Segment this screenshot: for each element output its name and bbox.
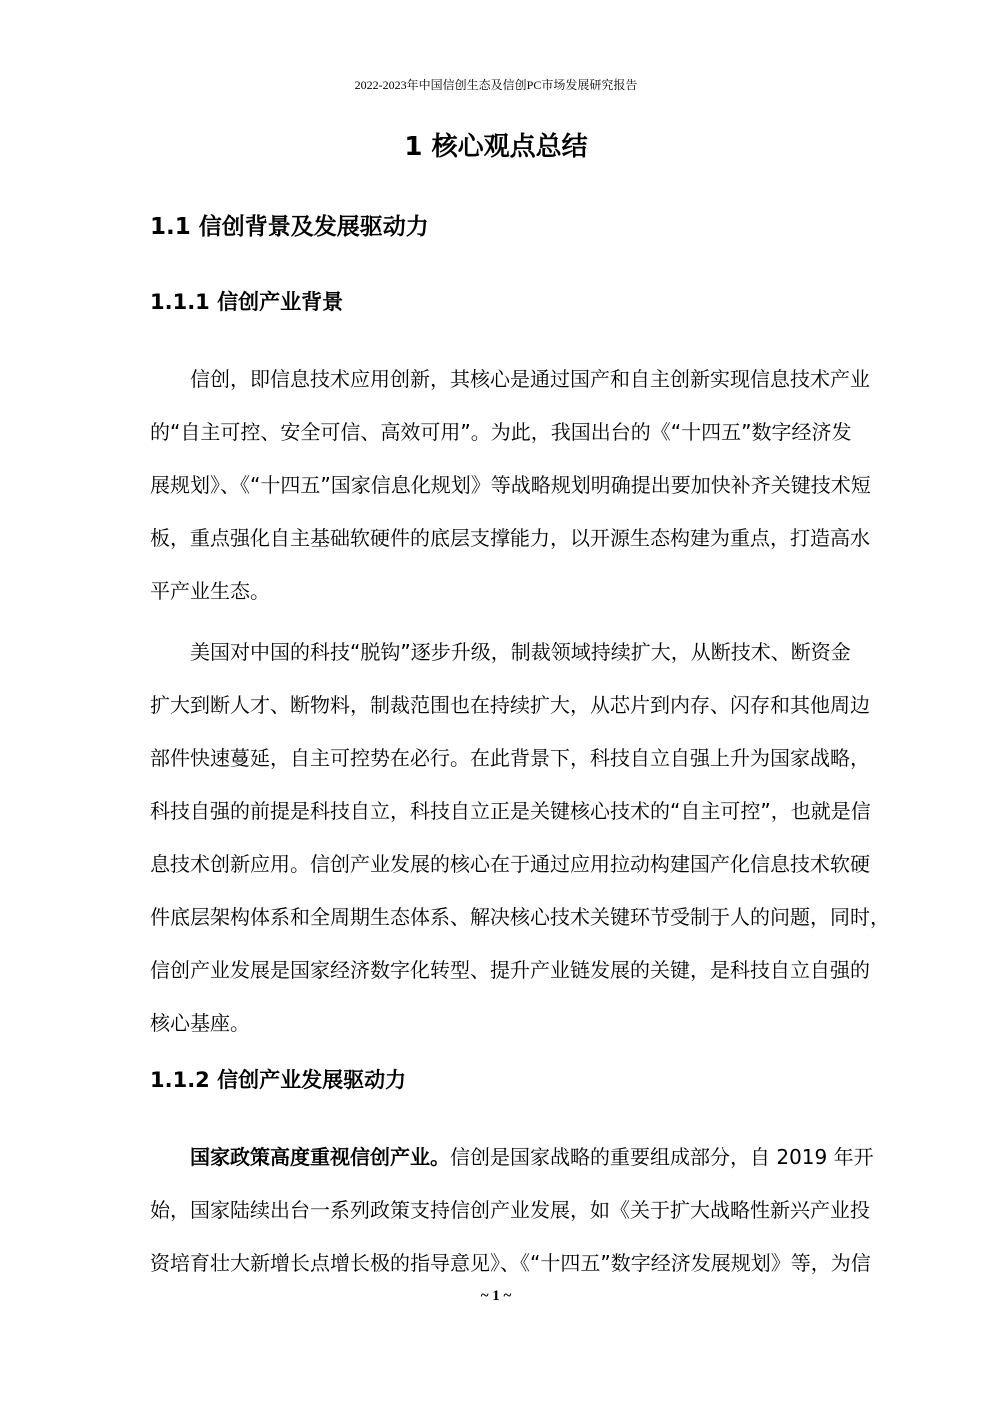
text-line: 资培育壮大新增长点增长极的指导意见》、《“十四五”数字经济发展规划》等，为信 [150, 1251, 871, 1275]
text-line: 信创产业发展是国家经济数字化转型、提升产业链发展的关键，是科技自立自强的 [150, 958, 870, 982]
text-line: 科技自强的前提是科技自立，科技自立正是关键核心技术的“自主可控”，也就是信 [150, 799, 871, 823]
paragraph-xinchuang-definition [150, 353, 871, 618]
text-line: 平产业生态。 [150, 579, 270, 603]
section-heading-1-1-1: 1.1.1 信创产业背景 [150, 290, 344, 314]
text-line: 信创，即信息技术应用创新，其核心是通过国产和自主创新实现信息技术产业 [190, 367, 870, 391]
section-heading-1-1-2: 1.1.2 信创产业发展驱动力 [150, 1068, 407, 1092]
text-line: 始，国家陆续出台一系列政策支持信创产业发展，如《关于扩大战略性新兴产业投 [150, 1198, 870, 1222]
page-number: ~ 1 ~ [480, 1288, 512, 1304]
paragraph-policy [150, 1131, 874, 1290]
text-line: 件底层架构体系和全周期生态体系、解决核心技术关键环节受制于人的问题，同时， [150, 905, 890, 929]
chapter-title: 1 核心观点总结 [404, 132, 588, 162]
text-line: 息技术创新应用。信创产业发展的核心在于通过应用拉动构建国产化信息技术软硬 [150, 852, 870, 876]
text-line: 的“自主可控、安全可信、高效可用”。为此，我国出台的《“十四五”数字经济发 [150, 420, 852, 444]
text-line: 核心基座。 [150, 1011, 250, 1035]
text-line: 板，重点强化自主基础软硬件的底层支撑能力，以开源生态构建为重点，打造高水 [150, 526, 870, 550]
text-line: 美国对中国的科技“脱钩”逐步升级，制裁领域持续扩大，从断技术、断资金 [190, 640, 851, 664]
text-span: 信创是国家战略的重要组成部分，自 2019 年开 [450, 1145, 874, 1169]
text-line: 展规划》、《“十四五”国家信息化规划》等战略规划明确提出要加快补齐关键技术短 [150, 473, 871, 497]
paragraph-us-decoupling [150, 626, 890, 1050]
text-line: 扩大到断人才、断物料，制裁范围也在持续扩大，从芯片到内存、闪存和其他周边 [150, 693, 870, 717]
section-heading-1-1: 1.1 信创背景及发展驱动力 [150, 214, 429, 240]
text-line: 部件快速蔓延，自主可控势在必行。在此背景下，科技自立自强上升为国家战略， [150, 746, 870, 770]
page-header: 2022-2023年中国信创生态及信创PC市场发展研究报告 [354, 78, 638, 92]
text-line [150, 1131, 874, 1184]
bold-lead-sentence: 国家政策高度重视信创产业。 [190, 1145, 450, 1169]
